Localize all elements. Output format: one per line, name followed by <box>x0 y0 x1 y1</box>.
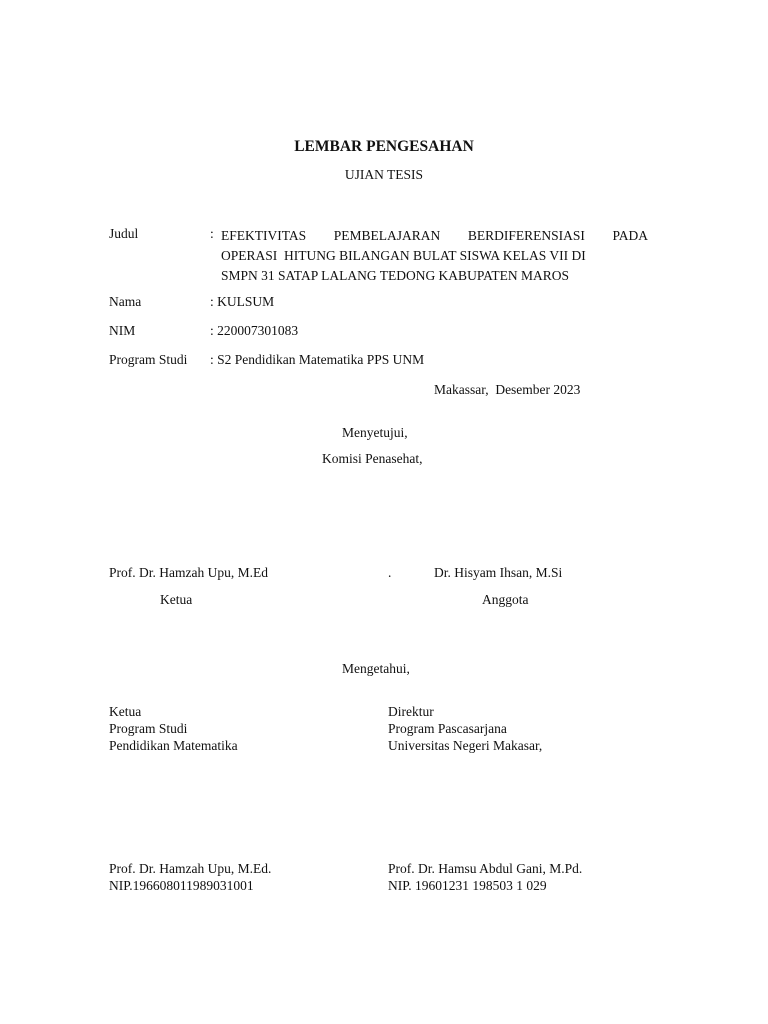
nim-value: : 220007301083 <box>210 323 299 338</box>
advisor-member-name: Dr. Hisyam Ihsan, M.Si <box>434 565 563 580</box>
judul-line-1: EFEKTIVITAS PEMBELAJARAN BERDIFERENSIASI PADA <box>221 228 648 243</box>
right-title-line-2: Program Pascasarjana <box>388 721 507 736</box>
acknowledgement-heading: Mengetahui, <box>342 661 410 676</box>
judul-line-3: SMPN 31 SATAP LALANG TEDONG KABUPATEN MAROS <box>221 268 569 283</box>
right-signatory-name: Prof. Dr. Hamsu Abdul Gani, M.Pd. <box>388 861 583 876</box>
program-studi-value: : S2 Pendidikan Matematika PPS UNM <box>210 352 425 367</box>
judul-line-2: OPERASI HITUNG BILANGAN BULAT SISWA KELAS VII DI <box>221 248 586 263</box>
signature-separator: . <box>388 565 392 580</box>
right-signatory-title <box>388 703 542 754</box>
advisor-chair-name: Prof. Dr. Hamzah Upu, M.Ed <box>109 565 268 580</box>
right-title-line-3: Universitas Negeri Makasar, <box>388 738 543 753</box>
left-title-line-1: Ketua <box>109 704 142 719</box>
left-signatory-nip: NIP.196608011989031001 <box>109 878 254 893</box>
right-title-line-1: Direktur <box>388 704 434 719</box>
judul-label: Judul <box>109 226 139 241</box>
committee-label: Komisi Penasehat, <box>322 451 423 466</box>
left-signatory-title <box>109 703 238 754</box>
judul-value <box>221 226 648 286</box>
judul-colon: : <box>210 226 214 241</box>
left-title-line-3: Pendidikan Matematika <box>109 738 238 753</box>
right-signatory <box>388 860 582 894</box>
left-signatory-name: Prof. Dr. Hamzah Upu, M.Ed. <box>109 861 272 876</box>
program-studi-label: Program Studi <box>109 352 188 367</box>
approval-heading: Menyetujui, <box>342 425 408 440</box>
document-title: LEMBAR PENGESAHAN <box>294 138 474 155</box>
left-title-line-2: Program Studi <box>109 721 188 736</box>
advisor-member-role: Anggota <box>482 592 529 607</box>
document-subtitle: UJIAN TESIS <box>344 167 424 182</box>
nim-label: NIM <box>109 323 136 338</box>
nama-value: : KULSUM <box>210 294 275 309</box>
place-date: Makassar, Desember 2023 <box>434 382 581 397</box>
left-signatory <box>109 860 271 894</box>
advisor-chair-role: Ketua <box>160 592 193 607</box>
right-signatory-nip: NIP. 19601231 198503 1 029 <box>388 878 547 893</box>
nama-label: Nama <box>109 294 142 309</box>
